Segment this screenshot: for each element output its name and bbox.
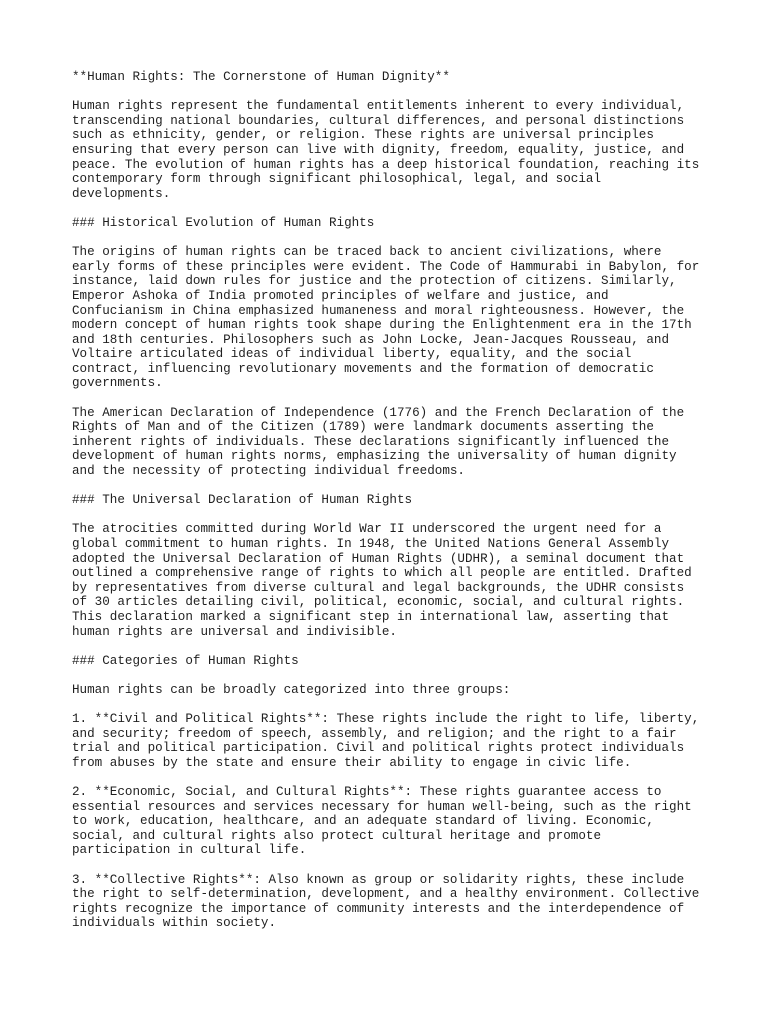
paragraph-gap	[72, 201, 712, 216]
text-line: instance, laid down rules for justice and the protection of citizens. Similarly,	[72, 274, 677, 289]
text-line: Human rights represent the fundamental entitlements inherent to every individual,	[72, 99, 685, 114]
text-line: Confucianism in China emphasized humaneness and moral righteousness. However, the	[72, 303, 685, 318]
text-line: The atrocities committed during World War II underscored the urgent need for a	[72, 522, 662, 537]
paragraph-gap	[72, 231, 712, 246]
text-line: early forms of these principles were evident. The Code of Hammurabi in Babylon, for	[72, 259, 700, 274]
category-item-1	[72, 712, 712, 770]
categories-intro: Human rights can be broadly categorized into three groups:	[72, 682, 511, 697]
text-line: The origins of human rights can be traced back to ancient civilizations, where	[72, 245, 662, 260]
text-line: modern concept of human rights took shape during the Enlightenment era in the 17th	[72, 318, 692, 333]
text-line: outlined a comprehensive range of rights to which all people are entitled. Drafted	[72, 566, 692, 581]
text-line: development of human rights norms, emphasizing the universality of human dignity	[72, 449, 677, 464]
section-heading-categories: ### Categories of Human Rights	[72, 653, 299, 668]
text-line: and 18th centuries. Philosophers such as John Locke, Jean-Jacques Rousseau, and	[72, 332, 670, 347]
text-line: governments.	[72, 376, 163, 391]
text-line: rights recognize the importance of community interests and the interdependence of	[72, 901, 685, 916]
text-line: essential resources and services necessary for human well-being, such as the right	[72, 799, 692, 814]
text-line: 3. **Collective Rights**: Also known as group or solidarity rights, these include	[72, 872, 685, 887]
text-line: human rights are universal and indivisible.	[72, 624, 397, 639]
document-title: **Human Rights: The Cornerstone of Human Dignity**	[72, 70, 450, 84]
paragraph-gap	[72, 698, 712, 713]
paragraph-gap	[72, 85, 712, 100]
text-line: global commitment to human rights. In 1948, the United Nations General Assembly	[72, 537, 670, 551]
text-line: ensuring that every person can live with dignity, freedom, equality, justice, and	[72, 142, 685, 157]
intro-paragraph	[72, 99, 712, 201]
text-line: developments.	[72, 186, 171, 201]
text-line: inherent rights of individuals. These declarations significantly influenced the	[72, 434, 670, 449]
text-line: from abuses by the state and ensure their ability to engage in civic life.	[72, 755, 632, 770]
paragraph-gap	[72, 771, 712, 786]
text-line: trial and political participation. Civil and political rights protect individuals	[72, 741, 685, 756]
text-line: individuals within society.	[72, 916, 277, 931]
udhr-paragraph	[72, 522, 712, 639]
paragraph-gap	[72, 668, 712, 683]
category-item-2	[72, 785, 712, 858]
text-line: by representatives from diverse cultural and legal backgrounds, the UDHR consists	[72, 580, 685, 595]
section-heading-history: ### Historical Evolution of Human Rights	[72, 215, 375, 230]
document-page	[72, 70, 712, 931]
paragraph-gap	[72, 639, 712, 654]
text-line: and the necessity of protecting individual freedoms.	[72, 464, 465, 479]
text-line: contemporary form through significant philosophical, legal, and social	[72, 172, 602, 187]
text-line: Rights of Man and of the Citizen (1789) were landmark documents asserting the	[72, 420, 654, 435]
history-paragraph-1	[72, 245, 712, 391]
text-line: The American Declaration of Independence (1776) and the French Declaration of the	[72, 405, 685, 420]
text-line: Voltaire articulated ideas of individual liberty, equality, and the social	[72, 347, 632, 362]
section-heading-udhr: ### The Universal Declaration of Human Rights	[72, 493, 413, 508]
text-line: contract, influencing revolutionary movements and the formation of democratic	[72, 361, 654, 376]
text-line: Emperor Ashoka of India promoted principles of welfare and justice, and	[72, 288, 609, 303]
text-line: social, and cultural rights also protect cultural heritage and promote	[72, 828, 602, 843]
paragraph-gap	[72, 858, 712, 873]
category-item-3	[72, 873, 712, 931]
text-line: to work, education, healthcare, and an adequate standard of living. Economic,	[72, 814, 654, 829]
text-line: peace. The evolution of human rights has a deep historical foundation, reaching its	[72, 157, 700, 172]
paragraph-gap	[72, 508, 712, 523]
text-line: such as ethnicity, gender, or religion. These rights are universal principles	[72, 128, 654, 143]
text-line: of 30 articles detailing civil, political, economic, social, and cultural rights.	[72, 595, 685, 610]
text-line: participation in cultural life.	[72, 843, 307, 858]
text-line: 1. **Civil and Political Rights**: These rights include the right to life, liberty,	[72, 712, 700, 727]
text-line: This declaration marked a significant step in international law, asserting that	[72, 609, 670, 624]
text-line: the right to self-determination, development, and a healthy environment. Collective	[72, 887, 700, 902]
history-paragraph-2	[72, 406, 712, 479]
text-line: transcending national boundaries, cultural differences, and personal distinctions	[72, 113, 685, 128]
text-line: and security; freedom of speech, assembly, and religion; and the right to a fair	[72, 726, 677, 741]
paragraph-gap	[72, 391, 712, 406]
text-line: 2. **Economic, Social, and Cultural Rights**: These rights guarantee access to	[72, 785, 662, 800]
paragraph-gap	[72, 479, 712, 494]
text-line: adopted the Universal Declaration of Human Rights (UDHR), a seminal document that	[72, 551, 685, 566]
